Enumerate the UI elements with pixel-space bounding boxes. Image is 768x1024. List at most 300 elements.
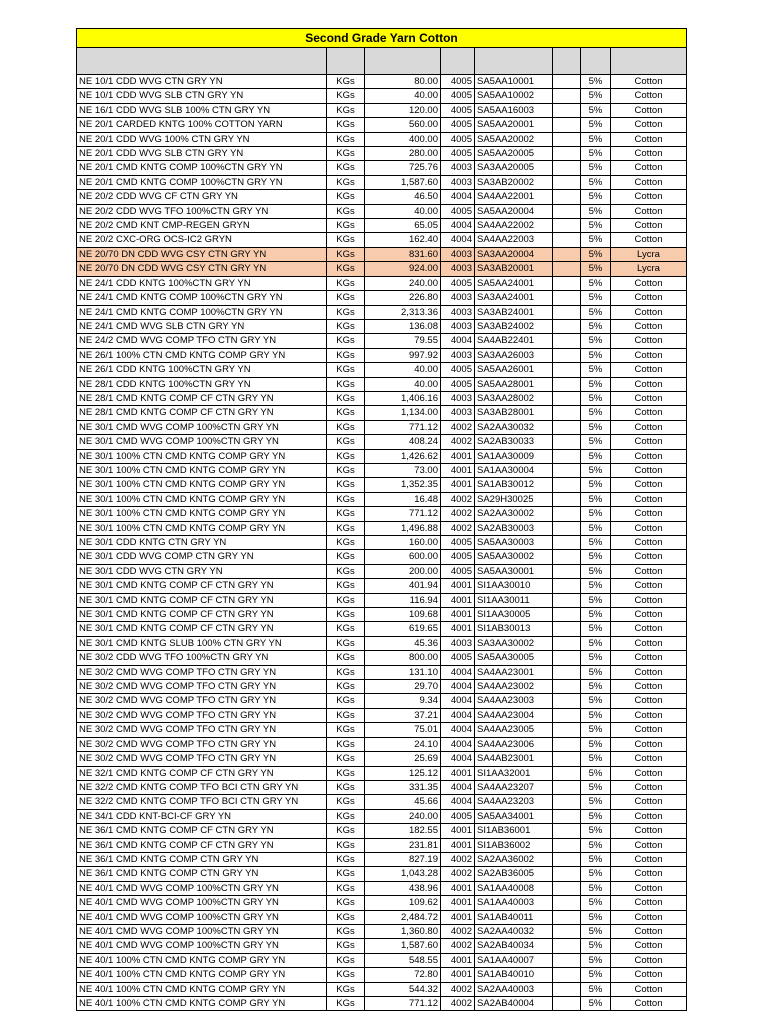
percent-cell: 5% bbox=[581, 175, 611, 189]
blank-cell bbox=[553, 377, 581, 391]
item-code-cell: SA1AB30012 bbox=[475, 478, 553, 492]
table-row bbox=[77, 910, 687, 924]
blank-cell bbox=[553, 608, 581, 622]
blank-cell bbox=[553, 161, 581, 175]
item-code-cell: SA4AA23003 bbox=[475, 694, 553, 708]
unit-cell: KGs bbox=[327, 824, 365, 838]
item-code-cell: SA3AB20001 bbox=[475, 262, 553, 276]
unit-cell: KGs bbox=[327, 867, 365, 881]
table-row bbox=[77, 219, 687, 233]
percent-cell: 5% bbox=[581, 204, 611, 218]
quantity-cell: 240.00 bbox=[365, 809, 441, 823]
percent-cell: 5% bbox=[581, 737, 611, 751]
blank-cell bbox=[553, 939, 581, 953]
header-cell bbox=[441, 48, 475, 75]
table-row bbox=[77, 795, 687, 809]
table-row bbox=[77, 723, 687, 737]
unit-cell: KGs bbox=[327, 579, 365, 593]
code-cell: 4004 bbox=[441, 723, 475, 737]
percent-cell: 5% bbox=[581, 492, 611, 506]
blank-cell bbox=[553, 319, 581, 333]
blank-cell bbox=[553, 233, 581, 247]
item-code-cell: SA2AA40032 bbox=[475, 924, 553, 938]
percent-cell: 5% bbox=[581, 910, 611, 924]
quantity-cell: 40.00 bbox=[365, 204, 441, 218]
blank-cell bbox=[553, 118, 581, 132]
quantity-cell: 72.80 bbox=[365, 968, 441, 982]
type-cell: Cotton bbox=[611, 132, 687, 146]
item-code-cell: SA3AA20004 bbox=[475, 247, 553, 261]
item-code-cell: SA4AB22401 bbox=[475, 334, 553, 348]
table-row bbox=[77, 449, 687, 463]
percent-cell: 5% bbox=[581, 896, 611, 910]
code-cell: 4003 bbox=[441, 291, 475, 305]
code-cell: 4001 bbox=[441, 896, 475, 910]
item-code-cell: SA2AA30032 bbox=[475, 420, 553, 434]
percent-cell: 5% bbox=[581, 838, 611, 852]
type-cell: Cotton bbox=[611, 478, 687, 492]
item-code-cell: SA5AA10002 bbox=[475, 89, 553, 103]
unit-cell: KGs bbox=[327, 708, 365, 722]
item-code-cell: SA3AA26003 bbox=[475, 348, 553, 362]
description-cell: NE 32/2 CMD KNTG COMP TFO BCI CTN GRY YN bbox=[77, 780, 327, 794]
percent-cell: 5% bbox=[581, 291, 611, 305]
quantity-cell: 226.80 bbox=[365, 291, 441, 305]
quantity-cell: 2,313.36 bbox=[365, 305, 441, 319]
code-cell: 4001 bbox=[441, 838, 475, 852]
type-cell: Cotton bbox=[611, 867, 687, 881]
quantity-cell: 725.76 bbox=[365, 161, 441, 175]
blank-cell bbox=[553, 291, 581, 305]
table-row bbox=[77, 997, 687, 1011]
type-cell: Cotton bbox=[611, 680, 687, 694]
table-row bbox=[77, 391, 687, 405]
type-cell: Cotton bbox=[611, 334, 687, 348]
description-cell: NE 20/2 CMD KNT CMP-REGEN GRYN bbox=[77, 219, 327, 233]
blank-cell bbox=[553, 219, 581, 233]
type-cell: Cotton bbox=[611, 536, 687, 550]
table-row bbox=[77, 896, 687, 910]
unit-cell: KGs bbox=[327, 348, 365, 362]
unit-cell: KGs bbox=[327, 910, 365, 924]
table-row bbox=[77, 406, 687, 420]
item-code-cell: SA4AA23005 bbox=[475, 723, 553, 737]
percent-cell: 5% bbox=[581, 363, 611, 377]
item-code-cell: SA5AA20002 bbox=[475, 132, 553, 146]
quantity-cell: 1,496.88 bbox=[365, 521, 441, 535]
table-row bbox=[77, 780, 687, 794]
unit-cell: KGs bbox=[327, 103, 365, 117]
description-cell: NE 28/1 CMD KNTG COMP CF CTN GRY YN bbox=[77, 391, 327, 405]
blank-cell bbox=[553, 694, 581, 708]
blank-cell bbox=[553, 795, 581, 809]
code-cell: 4001 bbox=[441, 608, 475, 622]
type-cell: Cotton bbox=[611, 651, 687, 665]
quantity-cell: 160.00 bbox=[365, 536, 441, 550]
type-cell: Cotton bbox=[611, 766, 687, 780]
item-code-cell: SI1AB30013 bbox=[475, 622, 553, 636]
description-cell: NE 20/1 CMD KNTG COMP 100%CTN GRY YN bbox=[77, 161, 327, 175]
code-cell: 4004 bbox=[441, 680, 475, 694]
description-cell: NE 32/1 CMD KNTG COMP CF CTN GRY YN bbox=[77, 766, 327, 780]
item-code-cell: SA5AA30005 bbox=[475, 651, 553, 665]
quantity-cell: 131.10 bbox=[365, 665, 441, 679]
code-cell: 4004 bbox=[441, 780, 475, 794]
item-code-cell: SA2AB30033 bbox=[475, 435, 553, 449]
quantity-cell: 46.50 bbox=[365, 190, 441, 204]
item-code-cell: SI1AA32001 bbox=[475, 766, 553, 780]
item-code-cell: SA1AA40008 bbox=[475, 881, 553, 895]
quantity-cell: 25.69 bbox=[365, 752, 441, 766]
description-cell: NE 30/1 100% CTN CMD KNTG COMP GRY YN bbox=[77, 521, 327, 535]
quantity-cell: 548.55 bbox=[365, 953, 441, 967]
percent-cell: 5% bbox=[581, 103, 611, 117]
blank-cell bbox=[553, 665, 581, 679]
type-cell: Cotton bbox=[611, 737, 687, 751]
unit-cell: KGs bbox=[327, 852, 365, 866]
code-cell: 4004 bbox=[441, 752, 475, 766]
code-cell: 4005 bbox=[441, 651, 475, 665]
type-cell: Cotton bbox=[611, 665, 687, 679]
type-cell: Cotton bbox=[611, 492, 687, 506]
table-row bbox=[77, 881, 687, 895]
item-code-cell: SA2AB40034 bbox=[475, 939, 553, 953]
unit-cell: KGs bbox=[327, 838, 365, 852]
table-row bbox=[77, 564, 687, 578]
type-cell: Cotton bbox=[611, 809, 687, 823]
code-cell: 4004 bbox=[441, 334, 475, 348]
quantity-cell: 125.12 bbox=[365, 766, 441, 780]
quantity-cell: 827.19 bbox=[365, 852, 441, 866]
description-cell: NE 30/2 CMD WVG COMP TFO CTN GRY YN bbox=[77, 680, 327, 694]
unit-cell: KGs bbox=[327, 161, 365, 175]
blank-cell bbox=[553, 881, 581, 895]
quantity-cell: 231.81 bbox=[365, 838, 441, 852]
quantity-cell: 109.68 bbox=[365, 608, 441, 622]
percent-cell: 5% bbox=[581, 435, 611, 449]
blank-cell bbox=[553, 305, 581, 319]
type-cell: Cotton bbox=[611, 622, 687, 636]
title-row bbox=[77, 29, 687, 48]
quantity-cell: 408.24 bbox=[365, 435, 441, 449]
type-cell: Cotton bbox=[611, 161, 687, 175]
quantity-cell: 280.00 bbox=[365, 147, 441, 161]
type-cell: Cotton bbox=[611, 939, 687, 953]
percent-cell: 5% bbox=[581, 507, 611, 521]
percent-cell: 5% bbox=[581, 593, 611, 607]
table-row bbox=[77, 89, 687, 103]
type-cell: Cotton bbox=[611, 147, 687, 161]
blank-cell bbox=[553, 910, 581, 924]
table-row bbox=[77, 118, 687, 132]
percent-cell: 5% bbox=[581, 536, 611, 550]
percent-cell: 5% bbox=[581, 190, 611, 204]
code-cell: 4003 bbox=[441, 406, 475, 420]
quantity-cell: 200.00 bbox=[365, 564, 441, 578]
description-cell: NE 30/1 100% CTN CMD KNTG COMP GRY YN bbox=[77, 478, 327, 492]
quantity-cell: 771.12 bbox=[365, 420, 441, 434]
percent-cell: 5% bbox=[581, 305, 611, 319]
percent-cell: 5% bbox=[581, 852, 611, 866]
percent-cell: 5% bbox=[581, 867, 611, 881]
description-cell: NE 20/1 CMD KNTG COMP 100%CTN GRY YN bbox=[77, 175, 327, 189]
unit-cell: KGs bbox=[327, 377, 365, 391]
item-code-cell: SA4AA23006 bbox=[475, 737, 553, 751]
item-code-cell: SA29H30025 bbox=[475, 492, 553, 506]
item-code-cell: SA1AB40011 bbox=[475, 910, 553, 924]
quantity-cell: 16.48 bbox=[365, 492, 441, 506]
percent-cell: 5% bbox=[581, 824, 611, 838]
code-cell: 4003 bbox=[441, 305, 475, 319]
type-cell: Cotton bbox=[611, 521, 687, 535]
unit-cell: KGs bbox=[327, 291, 365, 305]
unit-cell: KGs bbox=[327, 694, 365, 708]
quantity-cell: 1,587.60 bbox=[365, 175, 441, 189]
table-row bbox=[77, 247, 687, 261]
header-cell bbox=[581, 48, 611, 75]
percent-cell: 5% bbox=[581, 75, 611, 89]
code-cell: 4002 bbox=[441, 924, 475, 938]
item-code-cell: SA3AB24002 bbox=[475, 319, 553, 333]
percent-cell: 5% bbox=[581, 247, 611, 261]
quantity-cell: 1,352.35 bbox=[365, 478, 441, 492]
type-cell: Cotton bbox=[611, 435, 687, 449]
type-cell: Cotton bbox=[611, 838, 687, 852]
unit-cell: KGs bbox=[327, 118, 365, 132]
item-code-cell: SA3AB24001 bbox=[475, 305, 553, 319]
unit-cell: KGs bbox=[327, 463, 365, 477]
description-cell: NE 24/1 CMD KNTG COMP 100%CTN GRY YN bbox=[77, 291, 327, 305]
quantity-cell: 619.65 bbox=[365, 622, 441, 636]
blank-cell bbox=[553, 103, 581, 117]
description-cell: NE 30/1 CMD WVG COMP 100%CTN GRY YN bbox=[77, 420, 327, 434]
item-code-cell: SA3AA28002 bbox=[475, 391, 553, 405]
unit-cell: KGs bbox=[327, 752, 365, 766]
code-cell: 4002 bbox=[441, 420, 475, 434]
description-cell: NE 30/1 100% CTN CMD KNTG COMP GRY YN bbox=[77, 492, 327, 506]
table-row bbox=[77, 233, 687, 247]
description-cell: NE 36/1 CMD KNTG COMP CF CTN GRY YN bbox=[77, 824, 327, 838]
code-cell: 4003 bbox=[441, 348, 475, 362]
item-code-cell: SI1AA30010 bbox=[475, 579, 553, 593]
description-cell: NE 30/1 CMD WVG COMP 100%CTN GRY YN bbox=[77, 435, 327, 449]
percent-cell: 5% bbox=[581, 780, 611, 794]
quantity-cell: 40.00 bbox=[365, 89, 441, 103]
blank-cell bbox=[553, 89, 581, 103]
table-row bbox=[77, 550, 687, 564]
type-cell: Cotton bbox=[611, 204, 687, 218]
blank-cell bbox=[553, 997, 581, 1011]
type-cell: Cotton bbox=[611, 636, 687, 650]
percent-cell: 5% bbox=[581, 636, 611, 650]
type-cell: Cotton bbox=[611, 175, 687, 189]
percent-cell: 5% bbox=[581, 377, 611, 391]
code-cell: 4003 bbox=[441, 391, 475, 405]
header-cell bbox=[475, 48, 553, 75]
table-row bbox=[77, 132, 687, 146]
unit-cell: KGs bbox=[327, 334, 365, 348]
table-row bbox=[77, 507, 687, 521]
table-row bbox=[77, 262, 687, 276]
header-row bbox=[77, 48, 687, 75]
percent-cell: 5% bbox=[581, 766, 611, 780]
type-cell: Cotton bbox=[611, 910, 687, 924]
quantity-cell: 65.05 bbox=[365, 219, 441, 233]
table-row bbox=[77, 161, 687, 175]
description-cell: NE 30/1 CMD KNTG SLUB 100% CTN GRY YN bbox=[77, 636, 327, 650]
type-cell: Cotton bbox=[611, 752, 687, 766]
header-cell bbox=[553, 48, 581, 75]
percent-cell: 5% bbox=[581, 924, 611, 938]
unit-cell: KGs bbox=[327, 564, 365, 578]
quantity-cell: 9.34 bbox=[365, 694, 441, 708]
description-cell: NE 10/1 CDD WVG SLB CTN GRY YN bbox=[77, 89, 327, 103]
blank-cell bbox=[553, 204, 581, 218]
table-row bbox=[77, 420, 687, 434]
description-cell: NE 40/1 100% CTN CMD KNTG COMP GRY YN bbox=[77, 953, 327, 967]
percent-cell: 5% bbox=[581, 997, 611, 1011]
percent-cell: 5% bbox=[581, 752, 611, 766]
table-row bbox=[77, 103, 687, 117]
type-cell: Cotton bbox=[611, 118, 687, 132]
unit-cell: KGs bbox=[327, 809, 365, 823]
table-row bbox=[77, 435, 687, 449]
percent-cell: 5% bbox=[581, 233, 611, 247]
unit-cell: KGs bbox=[327, 680, 365, 694]
blank-cell bbox=[553, 507, 581, 521]
item-code-cell: SA4AA22001 bbox=[475, 190, 553, 204]
type-cell: Cotton bbox=[611, 103, 687, 117]
unit-cell: KGs bbox=[327, 997, 365, 1011]
description-cell: NE 40/1 100% CTN CMD KNTG COMP GRY YN bbox=[77, 997, 327, 1011]
unit-cell: KGs bbox=[327, 190, 365, 204]
item-code-cell: SA4AB23001 bbox=[475, 752, 553, 766]
blank-cell bbox=[553, 521, 581, 535]
unit-cell: KGs bbox=[327, 795, 365, 809]
item-code-cell: SI1AB36002 bbox=[475, 838, 553, 852]
blank-cell bbox=[553, 132, 581, 146]
code-cell: 4002 bbox=[441, 521, 475, 535]
type-cell: Cotton bbox=[611, 449, 687, 463]
table-row bbox=[77, 147, 687, 161]
quantity-cell: 24.10 bbox=[365, 737, 441, 751]
item-code-cell: SA2AA36002 bbox=[475, 852, 553, 866]
item-code-cell: SA2AA30002 bbox=[475, 507, 553, 521]
item-code-cell: SA4AA23002 bbox=[475, 680, 553, 694]
header-cell bbox=[365, 48, 441, 75]
unit-cell: KGs bbox=[327, 924, 365, 938]
blank-cell bbox=[553, 564, 581, 578]
quantity-cell: 438.96 bbox=[365, 881, 441, 895]
unit-cell: KGs bbox=[327, 636, 365, 650]
description-cell: NE 30/1 CDD KNTG CTN GRY YN bbox=[77, 536, 327, 550]
percent-cell: 5% bbox=[581, 622, 611, 636]
code-cell: 4001 bbox=[441, 824, 475, 838]
percent-cell: 5% bbox=[581, 521, 611, 535]
percent-cell: 5% bbox=[581, 579, 611, 593]
table-row bbox=[77, 377, 687, 391]
code-cell: 4001 bbox=[441, 593, 475, 607]
description-cell: NE 30/2 CMD WVG COMP TFO CTN GRY YN bbox=[77, 694, 327, 708]
description-cell: NE 30/1 CDD WVG COMP CTN GRY YN bbox=[77, 550, 327, 564]
quantity-cell: 331.35 bbox=[365, 780, 441, 794]
blank-cell bbox=[553, 953, 581, 967]
description-cell: NE 30/1 CDD WVG CTN GRY YN bbox=[77, 564, 327, 578]
unit-cell: KGs bbox=[327, 550, 365, 564]
blank-cell bbox=[553, 867, 581, 881]
percent-cell: 5% bbox=[581, 262, 611, 276]
unit-cell: KGs bbox=[327, 780, 365, 794]
unit-cell: KGs bbox=[327, 492, 365, 506]
percent-cell: 5% bbox=[581, 564, 611, 578]
table-row bbox=[77, 536, 687, 550]
blank-cell bbox=[553, 247, 581, 261]
table-row bbox=[77, 478, 687, 492]
unit-cell: KGs bbox=[327, 665, 365, 679]
quantity-cell: 45.36 bbox=[365, 636, 441, 650]
description-cell: NE 40/1 100% CTN CMD KNTG COMP GRY YN bbox=[77, 982, 327, 996]
code-cell: 4004 bbox=[441, 665, 475, 679]
quantity-cell: 771.12 bbox=[365, 507, 441, 521]
table-row bbox=[77, 737, 687, 751]
description-cell: NE 30/2 CMD WVG COMP TFO CTN GRY YN bbox=[77, 737, 327, 751]
description-cell: NE 30/2 CDD WVG TFO 100%CTN GRY YN bbox=[77, 651, 327, 665]
type-cell: Cotton bbox=[611, 550, 687, 564]
item-code-cell: SA1AA40003 bbox=[475, 896, 553, 910]
item-code-cell: SA5AA16003 bbox=[475, 103, 553, 117]
blank-cell bbox=[553, 406, 581, 420]
percent-cell: 5% bbox=[581, 391, 611, 405]
unit-cell: KGs bbox=[327, 305, 365, 319]
blank-cell bbox=[553, 838, 581, 852]
blank-cell bbox=[553, 680, 581, 694]
type-cell: Cotton bbox=[611, 406, 687, 420]
unit-cell: KGs bbox=[327, 175, 365, 189]
percent-cell: 5% bbox=[581, 319, 611, 333]
table-row bbox=[77, 463, 687, 477]
description-cell: NE 36/1 CMD KNTG COMP CF CTN GRY YN bbox=[77, 838, 327, 852]
unit-cell: KGs bbox=[327, 276, 365, 290]
unit-cell: KGs bbox=[327, 478, 365, 492]
unit-cell: KGs bbox=[327, 651, 365, 665]
table-row bbox=[77, 867, 687, 881]
item-code-cell: SA2AA40003 bbox=[475, 982, 553, 996]
quantity-cell: 45.66 bbox=[365, 795, 441, 809]
blank-cell bbox=[553, 75, 581, 89]
code-cell: 4001 bbox=[441, 622, 475, 636]
percent-cell: 5% bbox=[581, 939, 611, 953]
unit-cell: KGs bbox=[327, 89, 365, 103]
item-code-cell: SA5AA20001 bbox=[475, 118, 553, 132]
unit-cell: KGs bbox=[327, 391, 365, 405]
table-row bbox=[77, 665, 687, 679]
blank-cell bbox=[553, 463, 581, 477]
unit-cell: KGs bbox=[327, 204, 365, 218]
quantity-cell: 40.00 bbox=[365, 363, 441, 377]
description-cell: NE 20/1 CARDED KNTG 100% COTTON YARN bbox=[77, 118, 327, 132]
code-cell: 4002 bbox=[441, 997, 475, 1011]
code-cell: 4005 bbox=[441, 564, 475, 578]
item-code-cell: SA3AA20005 bbox=[475, 161, 553, 175]
table-row bbox=[77, 694, 687, 708]
unit-cell: KGs bbox=[327, 247, 365, 261]
unit-cell: KGs bbox=[327, 521, 365, 535]
type-cell: Cotton bbox=[611, 190, 687, 204]
type-cell: Cotton bbox=[611, 564, 687, 578]
unit-cell: KGs bbox=[327, 939, 365, 953]
description-cell: NE 40/1 100% CTN CMD KNTG COMP GRY YN bbox=[77, 968, 327, 982]
unit-cell: KGs bbox=[327, 406, 365, 420]
